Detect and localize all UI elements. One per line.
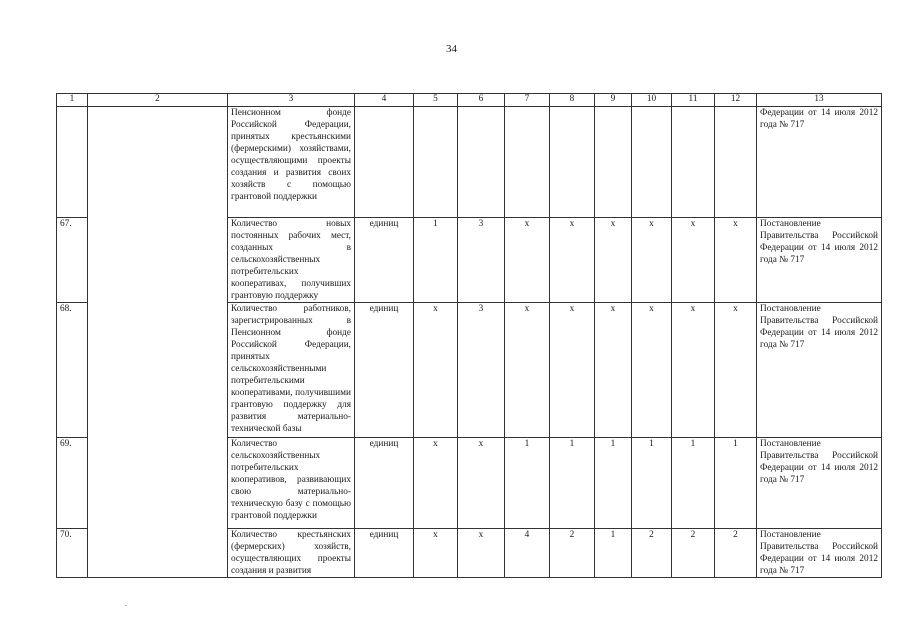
program-column: [88, 107, 228, 578]
row-number: 68.: [57, 303, 88, 438]
column-header: 13: [757, 94, 882, 107]
indicator-name: Пенсионном фонде Российской Федерации, принятых крестьянскими (фермерскими) хозяйствами, осуществляющими проекты создания и развития своих хозяйств с помощью грантовой поддержки: [228, 107, 355, 218]
value-cell: x: [672, 218, 715, 303]
indicator-name: Количество крестьянских (фермерских) хозяйств, осуществляющих проекты создания и развития: [228, 529, 355, 578]
value-cell: 2: [632, 529, 672, 578]
value-cell: x: [715, 303, 757, 438]
value-cell: [595, 107, 632, 218]
column-header: 6: [458, 94, 505, 107]
source-document: Постановление Правительства Российской Федерации от 14 июля 2012 года № 717: [757, 303, 882, 438]
value-cell: 1: [672, 438, 715, 529]
unit-cell: единиц: [355, 529, 414, 578]
value-cell: [632, 107, 672, 218]
column-header: 12: [715, 94, 757, 107]
value-cell: [550, 107, 595, 218]
indicator-name: Количество работников, зарегистрированных в Пенсионном фонде Российской Федерации, принятых сельскохозяйственными потребительскими кооперативами, получившими грантовую поддержку для развития материально-технической базы: [228, 303, 355, 438]
value-cell: x: [505, 303, 550, 438]
value-cell: 1: [632, 438, 672, 529]
table-row: [57, 107, 882, 218]
value-cell: x: [672, 303, 715, 438]
value-cell: 1: [505, 438, 550, 529]
source-document: Постановление Правительства Российской Федерации от 14 июля 2012 года № 717: [757, 438, 882, 529]
unit-cell: единиц: [355, 438, 414, 529]
source-document: Федерации от 14 июля 2012 года № 717: [757, 107, 882, 218]
value-cell: 3: [458, 218, 505, 303]
page-number: 34: [446, 43, 457, 55]
row-number: 70.: [57, 529, 88, 578]
value-cell: x: [550, 218, 595, 303]
column-header: 5: [414, 94, 458, 107]
row-number: [57, 107, 88, 218]
indicator-name: Количество новых постоянных рабочих мест, созданных в сельскохозяйственных потребительских кооперативах, получивших грантовую поддержку: [228, 218, 355, 303]
value-cell: 1: [414, 218, 458, 303]
unit-cell: единиц: [355, 303, 414, 438]
column-header: 7: [505, 94, 550, 107]
column-header: 4: [355, 94, 414, 107]
value-cell: [715, 107, 757, 218]
value-cell: 4: [505, 529, 550, 578]
column-header: 1: [57, 94, 88, 107]
value-cell: x: [632, 303, 672, 438]
value-cell: x: [595, 303, 632, 438]
column-header: 8: [550, 94, 595, 107]
value-cell: x: [595, 218, 632, 303]
value-cell: 1: [595, 438, 632, 529]
value-cell: 2: [672, 529, 715, 578]
column-header: 3: [228, 94, 355, 107]
value-cell: x: [414, 529, 458, 578]
unit-cell: единиц: [355, 218, 414, 303]
value-cell: 1: [595, 529, 632, 578]
value-cell: [672, 107, 715, 218]
unit-cell: [355, 107, 414, 218]
value-cell: x: [414, 303, 458, 438]
value-cell: 2: [550, 529, 595, 578]
value-cell: [505, 107, 550, 218]
column-header: 11: [672, 94, 715, 107]
value-cell: x: [414, 438, 458, 529]
value-cell: [458, 107, 505, 218]
header-row: [57, 94, 882, 107]
indicators-table: [56, 93, 882, 578]
indicator-name: Количество сельскохозяйственных потребительских кооперативов, развивающих свою материально-техническую базу с помощью грантовой поддержки: [228, 438, 355, 529]
value-cell: 2: [715, 529, 757, 578]
column-header: 10: [632, 94, 672, 107]
value-cell: x: [458, 438, 505, 529]
row-number: 69.: [57, 438, 88, 529]
source-document: Постановление Правительства Российской Федерации от 14 июля 2012 года № 717: [757, 218, 882, 303]
value-cell: 1: [715, 438, 757, 529]
column-header: 2: [88, 94, 228, 107]
value-cell: 1: [550, 438, 595, 529]
row-number: 67.: [57, 218, 88, 303]
source-document: Постановление Правительства Российской Федерации от 14 июля 2012 года № 717: [757, 529, 882, 578]
value-cell: x: [632, 218, 672, 303]
value-cell: x: [550, 303, 595, 438]
scan-speck: [125, 605, 127, 606]
value-cell: x: [715, 218, 757, 303]
value-cell: x: [505, 218, 550, 303]
value-cell: [414, 107, 458, 218]
column-header: 9: [595, 94, 632, 107]
value-cell: x: [458, 529, 505, 578]
value-cell: 3: [458, 303, 505, 438]
